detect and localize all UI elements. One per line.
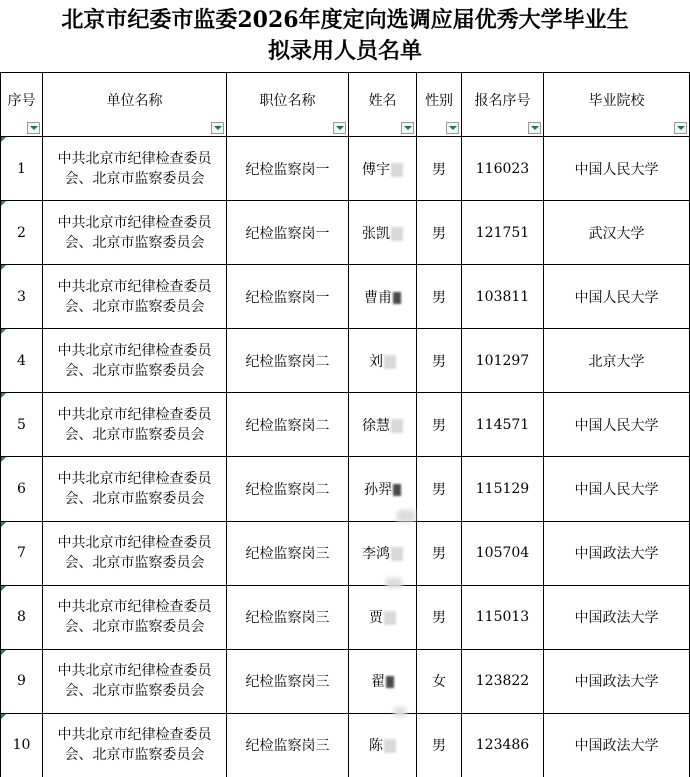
cell-reg: 123486 (462, 713, 544, 777)
cell-position: 纪检监察岗一 (227, 201, 349, 265)
seq-value: 3 (17, 288, 26, 305)
cell-corner-mark (1, 586, 6, 591)
header-row (1, 73, 690, 137)
filter-dropdown-icon[interactable] (211, 122, 224, 134)
redaction-mark (393, 484, 401, 496)
cell-unit: 中共北京市纪律检查委员会、北京市监察委员会 (43, 457, 227, 521)
name-value: 贾 (369, 610, 383, 627)
cell-name (349, 329, 417, 393)
cell-corner-mark (1, 393, 6, 398)
cell-gender: 女 (417, 649, 462, 713)
cell-school: 中国政法大学 (544, 521, 690, 585)
cell-seq (1, 393, 43, 457)
cell-seq (1, 457, 43, 521)
table-row (1, 201, 690, 265)
cell-position: 纪检监察岗二 (227, 393, 349, 457)
table-body (1, 137, 690, 777)
cell-seq (1, 713, 43, 777)
cell-gender: 男 (417, 521, 462, 585)
header-label: 毕业院校 (588, 92, 645, 109)
table-row (1, 457, 690, 521)
cell-reg: 105704 (462, 521, 544, 585)
cell-unit: 中共北京市纪律检查委员会、北京市监察委员会 (43, 649, 227, 713)
filter-dropdown-icon[interactable] (27, 122, 40, 134)
table-row (1, 393, 690, 457)
table-row (1, 585, 690, 649)
header-gender (417, 73, 462, 137)
redaction-mark (386, 676, 394, 688)
name-value: 李鸿 (362, 546, 390, 563)
cell-reg: 101297 (462, 329, 544, 393)
cell-reg: 114571 (462, 393, 544, 457)
cell-seq (1, 201, 43, 265)
name-value: 曹甫 (364, 289, 392, 306)
cell-unit: 中共北京市纪律检查委员会、北京市监察委员会 (43, 521, 227, 585)
header-label: 报名序号 (474, 92, 531, 109)
cell-gender: 男 (417, 585, 462, 649)
cell-corner-mark (1, 457, 6, 462)
name-value: 孙羿 (364, 482, 392, 499)
header-unit (43, 73, 227, 137)
cell-gender: 男 (417, 201, 462, 265)
seq-value: 10 (12, 737, 31, 754)
cell-name (349, 649, 417, 713)
cell-reg: 116023 (462, 137, 544, 201)
header-label: 性别 (425, 92, 453, 109)
cell-corner-mark (1, 201, 6, 206)
cell-unit: 中共北京市纪律检查委员会、北京市监察委员会 (43, 393, 227, 457)
name-value: 张凯 (362, 225, 390, 242)
seq-value: 7 (17, 545, 26, 562)
cell-name (349, 585, 417, 649)
name-value: 傅宇 (362, 161, 390, 178)
table-row (1, 713, 690, 777)
cell-unit: 中共北京市纪律检查委员会、北京市监察委员会 (43, 329, 227, 393)
table-row (1, 137, 690, 201)
cell-position: 纪检监察岗二 (227, 457, 349, 521)
cell-gender: 男 (417, 265, 462, 329)
header-label: 单位名称 (106, 92, 163, 109)
seq-value: 4 (17, 352, 26, 369)
cell-reg: 123822 (462, 649, 544, 713)
redaction-mark (384, 739, 396, 753)
cell-school: 中国人民大学 (544, 137, 690, 201)
cell-corner-mark (1, 714, 6, 719)
cell-name (349, 265, 417, 329)
cell-school: 中国人民大学 (544, 265, 690, 329)
cell-position: 纪检监察岗一 (227, 265, 349, 329)
cell-position: 纪检监察岗一 (227, 137, 349, 201)
cell-name (349, 201, 417, 265)
redaction-mark (393, 292, 401, 304)
cell-school: 武汉大学 (544, 201, 690, 265)
candidate-table (0, 72, 690, 777)
cell-name (349, 521, 417, 585)
title-line-2: 拟录用人员名单 (267, 38, 422, 64)
cell-seq (1, 265, 43, 329)
cell-reg: 115013 (462, 585, 544, 649)
filter-dropdown-icon[interactable] (446, 122, 459, 134)
cell-seq (1, 521, 43, 585)
name-value: 陈 (369, 738, 383, 755)
cell-seq (1, 329, 43, 393)
header-seq (1, 73, 43, 137)
header-label: 序号 (7, 92, 36, 109)
redaction-smudge (397, 510, 415, 522)
cell-gender: 男 (417, 329, 462, 393)
table-row (1, 521, 690, 585)
redaction-mark (384, 355, 396, 369)
header-name (349, 73, 417, 137)
header-reg (462, 73, 544, 137)
title-line-1: 北京市纪委市监委2026年度定向选调应届优秀大学毕业生 (61, 7, 629, 33)
cell-gender: 男 (417, 137, 462, 201)
header-label: 职位名称 (259, 92, 316, 109)
cell-school: 中国政法大学 (544, 713, 690, 777)
redaction-mark (391, 227, 403, 241)
cell-reg: 121751 (462, 201, 544, 265)
header-label: 姓名 (368, 92, 397, 109)
table-row (1, 265, 690, 329)
header-school (544, 73, 690, 137)
cell-position: 纪检监察岗三 (227, 585, 349, 649)
redaction-smudge (394, 707, 406, 717)
cell-school: 中国政法大学 (544, 649, 690, 713)
cell-school: 中国政法大学 (544, 585, 690, 649)
table-row (1, 329, 690, 393)
cell-seq (1, 137, 43, 201)
name-value: 徐慧 (362, 417, 390, 434)
cell-gender: 男 (417, 457, 462, 521)
cell-reg: 115129 (462, 457, 544, 521)
name-value: 刘 (369, 353, 383, 370)
document-title (0, 0, 690, 72)
cell-school: 北京大学 (544, 329, 690, 393)
cell-position: 纪检监察岗三 (227, 713, 349, 777)
cell-name (349, 137, 417, 201)
cell-seq (1, 649, 43, 713)
cell-position: 纪检监察岗二 (227, 329, 349, 393)
cell-school: 中国人民大学 (544, 457, 690, 521)
cell-corner-mark (1, 265, 6, 270)
filter-dropdown-icon[interactable] (401, 122, 414, 134)
redaction-mark (384, 611, 396, 625)
filter-dropdown-icon[interactable] (333, 122, 346, 134)
redaction-smudge (386, 578, 402, 588)
cell-seq (1, 585, 43, 649)
cell-position: 纪检监察岗三 (227, 649, 349, 713)
name-value: 翟 (371, 674, 385, 691)
cell-gender: 男 (417, 393, 462, 457)
seq-value: 1 (17, 160, 26, 177)
seq-value: 9 (17, 673, 26, 690)
filter-dropdown-icon[interactable] (528, 122, 541, 134)
cell-name (349, 713, 417, 777)
filter-dropdown-icon[interactable] (674, 122, 687, 134)
header-position (227, 73, 349, 137)
cell-school: 中国人民大学 (544, 393, 690, 457)
seq-value: 6 (17, 481, 26, 498)
cell-position: 纪检监察岗三 (227, 521, 349, 585)
redaction-mark (391, 163, 403, 177)
cell-corner-mark (1, 137, 6, 142)
redaction-mark (391, 547, 403, 561)
cell-reg: 103811 (462, 265, 544, 329)
cell-corner-mark (1, 650, 6, 655)
table-row (1, 649, 690, 713)
cell-corner-mark (1, 522, 6, 527)
cell-unit: 中共北京市纪律检查委员会、北京市监察委员会 (43, 137, 227, 201)
seq-value: 2 (17, 224, 26, 241)
cell-gender: 男 (417, 713, 462, 777)
seq-value: 5 (17, 416, 26, 433)
cell-name (349, 393, 417, 457)
seq-value: 8 (17, 609, 26, 626)
cell-unit: 中共北京市纪律检查委员会、北京市监察委员会 (43, 265, 227, 329)
cell-unit: 中共北京市纪律检查委员会、北京市监察委员会 (43, 713, 227, 777)
cell-unit: 中共北京市纪律检查委员会、北京市监察委员会 (43, 201, 227, 265)
redaction-mark (391, 419, 403, 433)
cell-corner-mark (1, 329, 6, 334)
cell-unit: 中共北京市纪律检查委员会、北京市监察委员会 (43, 585, 227, 649)
